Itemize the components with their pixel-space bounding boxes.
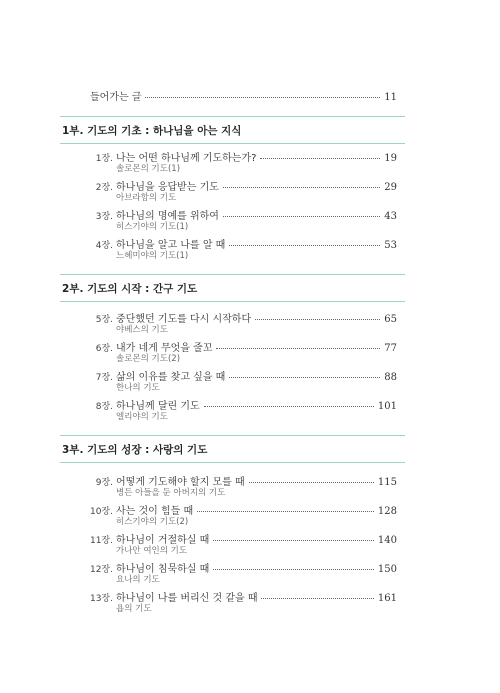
chapter-entry-13[interactable] — [60, 589, 405, 617]
dot-leader — [261, 598, 373, 599]
chapter-page-number: 101 — [377, 401, 397, 412]
chapter-page-number: 88 — [384, 372, 397, 383]
chapter-subtitle: 히스기야의 기도(1) — [116, 222, 189, 232]
chapter-number: 12장. — [89, 565, 113, 575]
chapter-subtitle: 느헤미야의 기도(1) — [116, 251, 189, 261]
chapter-subtitle: 한나의 기도 — [116, 383, 160, 393]
chapter-title: 나는 어떤 하나님께 기도하는가? — [116, 153, 257, 164]
chapter-title: 하나님을 알고 나를 알 때 — [116, 240, 226, 251]
chapter-title: 하나님이 거절하실 때 — [116, 535, 210, 546]
dot-leader — [229, 245, 380, 246]
part-3-section — [60, 435, 405, 614]
chapter-title: 삶의 이유를 찾고 싶을 때 — [116, 372, 226, 383]
chapter-number: 8장. — [95, 402, 113, 412]
dot-leader — [249, 482, 374, 483]
chapter-page-number: 128 — [377, 506, 397, 517]
part-1-header — [60, 116, 405, 144]
dot-leader — [213, 569, 374, 570]
chapter-number: 4장. — [95, 241, 113, 251]
chapter-number: 6장. — [95, 344, 113, 354]
dot-leader — [229, 377, 380, 378]
chapter-subtitle: 히스기야의 기도(2) — [116, 517, 189, 527]
chapter-entry-1[interactable] — [60, 149, 405, 177]
chapter-page-number: 140 — [377, 535, 397, 546]
chapter-title: 하나님이 침묵하실 때 — [116, 564, 210, 575]
dot-leader — [213, 540, 374, 541]
chapter-entry-3[interactable] — [60, 207, 405, 235]
part-2-header — [60, 274, 405, 302]
chapter-page-number: 43 — [384, 211, 397, 222]
chapter-number: 9장. — [95, 478, 113, 488]
chapter-title: 사는 것이 힘들 때 — [116, 506, 194, 517]
chapter-page-number: 161 — [377, 593, 397, 604]
chapter-entry-6[interactable] — [60, 339, 405, 367]
dot-leader — [216, 348, 380, 349]
dot-leader — [255, 319, 380, 320]
chapter-title: 하나님이 나를 버리신 것 같을 때 — [116, 593, 258, 604]
part-1-section — [60, 116, 405, 261]
part-2-section — [60, 274, 405, 422]
chapter-entry-11[interactable] — [60, 531, 405, 559]
chapter-number: 2장. — [95, 183, 113, 193]
chapter-number: 3장. — [95, 212, 113, 222]
chapter-number: 13장. — [89, 594, 113, 604]
part-3-header — [60, 435, 405, 463]
chapter-page-number: 150 — [377, 564, 397, 575]
chapter-title: 하나님의 명예를 위하여 — [116, 211, 219, 222]
chapter-entry-5[interactable] — [60, 310, 405, 338]
chapter-entry-4[interactable] — [60, 236, 405, 264]
chapter-entry-10[interactable] — [60, 502, 405, 530]
chapter-page-number: 65 — [384, 314, 397, 325]
chapter-subtitle: 솔로몬의 기도(2) — [116, 354, 181, 364]
chapter-subtitle: 가나안 여인의 기도 — [116, 546, 188, 556]
chapter-subtitle: 병든 아들을 둔 아버지의 기도 — [116, 488, 226, 498]
dot-leader — [260, 158, 380, 159]
chapter-title: 어떻게 기도해야 할지 모를 때 — [116, 477, 245, 488]
part-1-title: 1부. 기도의 기초 : 하나님을 아는 지식 — [62, 125, 242, 137]
chapter-title: 하나님께 달린 기도 — [116, 401, 200, 412]
dot-leader — [197, 511, 374, 512]
chapter-entry-2[interactable] — [60, 178, 405, 206]
chapter-subtitle: 아브라함의 기도 — [116, 193, 177, 203]
chapter-entry-9[interactable] — [60, 473, 405, 501]
dot-leader — [223, 216, 380, 217]
dot-leader — [145, 97, 380, 98]
intro-title: 들어가는 글 — [90, 92, 142, 103]
chapter-page-number: 77 — [384, 343, 397, 354]
chapter-title: 중단했던 기도를 다시 시작하다 — [116, 314, 252, 325]
chapter-number: 10장. — [89, 507, 113, 517]
chapter-title: 하나님을 응답받는 기도 — [116, 182, 219, 193]
chapter-page-number: 115 — [377, 477, 397, 488]
chapter-subtitle: 욥의 기도 — [116, 604, 152, 614]
chapter-number: 1장. — [95, 154, 113, 164]
dot-leader — [223, 187, 380, 188]
toc-intro-row[interactable] — [90, 88, 397, 103]
chapter-page-number: 53 — [384, 240, 397, 251]
part-2-title: 2부. 기도의 시작 : 간구 기도 — [62, 283, 198, 295]
chapter-entry-8[interactable] — [60, 397, 405, 425]
chapter-number: 5장. — [95, 315, 113, 325]
chapter-subtitle: 솔로몬의 기도(1) — [116, 164, 181, 174]
chapter-subtitle: 요나의 기도 — [116, 575, 160, 585]
chapter-page-number: 19 — [384, 153, 397, 164]
chapter-number: 7장. — [95, 373, 113, 383]
chapter-subtitle: 야베스의 기도 — [116, 325, 168, 335]
dot-leader — [204, 406, 374, 407]
chapter-subtitle: 엘리야의 기도 — [116, 412, 168, 422]
intro-page-number: 11 — [384, 92, 397, 103]
chapter-number: 11장. — [89, 536, 113, 546]
chapter-page-number: 29 — [384, 182, 397, 193]
part-3-title: 3부. 기도의 성장 : 사랑의 기도 — [62, 444, 208, 456]
chapter-title: 내가 네게 무엇을 줄꼬 — [116, 343, 213, 354]
chapter-entry-12[interactable] — [60, 560, 405, 588]
chapter-entry-7[interactable] — [60, 368, 405, 396]
